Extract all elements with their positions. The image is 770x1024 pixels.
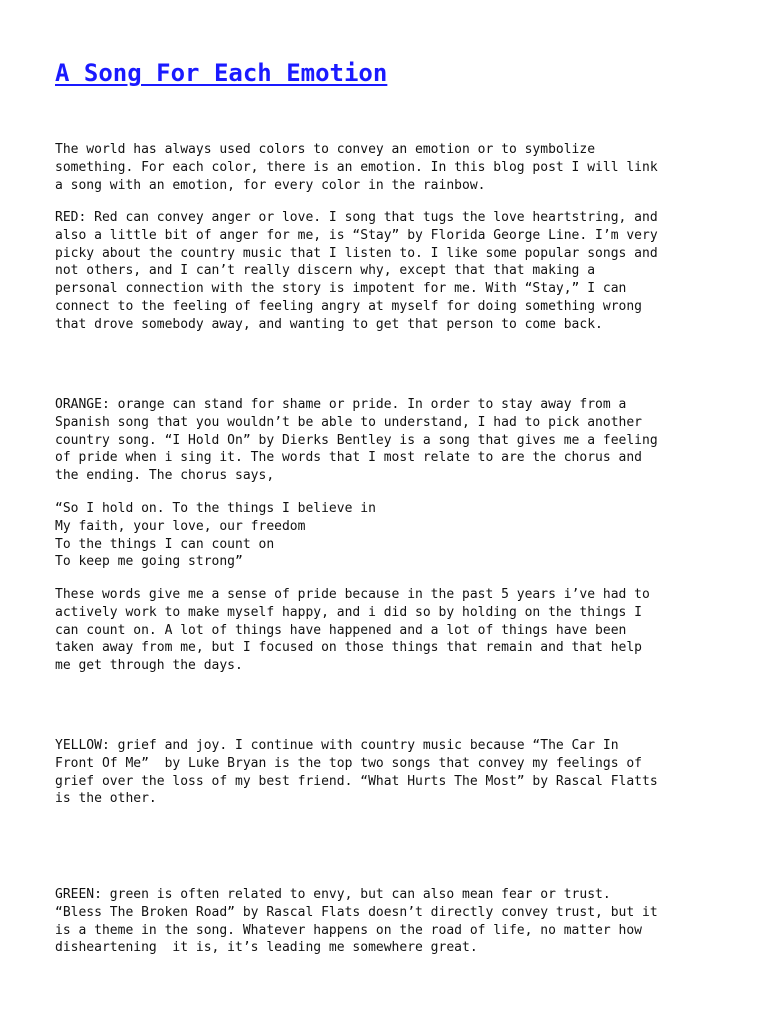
intro-line: a song with an emotion, for every color in the rainbow. (55, 177, 486, 193)
red-line: not others, and I can’t really discern why, except that that making a (55, 263, 596, 279)
green-line: “Bless The Broken Road” by Rascal Flats doesn’t directly convey trust, but it (55, 904, 658, 920)
red-line: also a little bit of anger for me, is “Stay” by Florida George Line. I’m very (55, 227, 658, 243)
yellow-line: is the other. (55, 791, 157, 807)
red-paragraph (55, 209, 717, 334)
post-title-link[interactable]: A Song For Each Emotion (55, 59, 388, 87)
orange-line: Spanish song that you wouldn’t be able to understand, I had to pick another (55, 414, 642, 430)
orange-line: ORANGE: orange can stand for shame or pride. In order to stay away from a (55, 397, 627, 412)
orange-line: country song. “I Hold On” by Dierks Bentley is a song that gives me a feeling (55, 432, 658, 448)
yellow-paragraph (55, 737, 717, 808)
yellow-line: grief over the loss of my best friend. “What Hurts The Most” by Rascal Flatts (55, 773, 658, 789)
followup-line: taken away from me, but I focused on those things that remain and that help (55, 640, 642, 656)
lyrics-line: To keep me going strong” (55, 554, 243, 570)
followup-line: me get through the days. (55, 658, 243, 674)
intro-line: something. For each color, there is an emotion. In this blog post I will link (55, 159, 658, 175)
lyrics-line: To the things I can count on (55, 536, 275, 552)
red-line: picky about the country music that I listen to. I like some popular songs and (55, 245, 658, 261)
orange-line: the ending. The chorus says, (55, 468, 275, 484)
red-line: connect to the feeling of feeling angry at myself for doing something wrong (55, 298, 642, 314)
red-line: RED: Red can convey anger or love. I song that tugs the love heartstring, and (55, 210, 658, 225)
yellow-line: YELLOW: grief and joy. I continue with country music because “The Car In (55, 738, 619, 753)
lyrics-quote (55, 500, 717, 571)
red-line: that drove somebody away, and wanting to get that person to come back. (55, 316, 603, 332)
orange-followup-paragraph (55, 586, 717, 675)
red-line: personal connection with the story is impotent for me. With “Stay,” I can (55, 281, 627, 297)
green-line: disheartening it is, it’s leading me somewhere great. (55, 940, 478, 956)
orange-paragraph (55, 396, 717, 485)
yellow-line: Front Of Me” by Luke Bryan is the top two songs that convey my feelings of (55, 755, 642, 771)
intro-paragraph (55, 141, 717, 194)
green-paragraph (55, 886, 717, 957)
green-line: is a theme in the song. Whatever happens on the road of life, no matter how (55, 922, 642, 938)
green-line: GREEN: green is often related to envy, but can also mean fear or trust. (55, 887, 611, 902)
followup-line: can count on. A lot of things have happened and a lot of things have been (55, 622, 627, 638)
lyrics-line: My faith, your love, our freedom (55, 518, 306, 534)
lyrics-line: “So I hold on. To the things I believe in (55, 501, 376, 516)
followup-line: actively work to make myself happy, and i did so by holding on the things I (55, 604, 642, 620)
intro-line: The world has always used colors to convey an emotion or to symbolize (55, 142, 596, 157)
followup-line: These words give me a sense of pride because in the past 5 years i’ve had to (55, 587, 650, 602)
orange-line: of pride when i sing it. The words that I most relate to are the chorus and (55, 450, 642, 466)
